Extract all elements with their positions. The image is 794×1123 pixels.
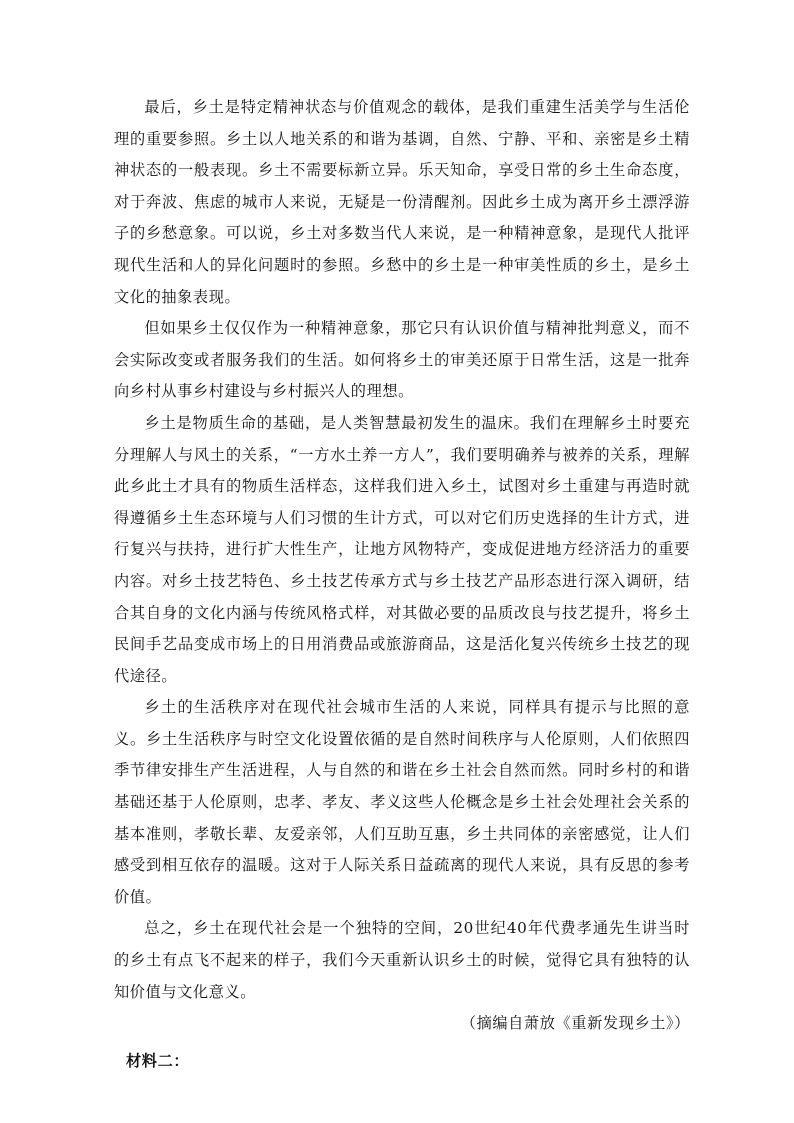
paragraph-3: 乡土是物质生命的基础，是人类智慧最初发生的温床。我们在理解乡土时要充分理解人与风土的关系，“一方水土养一方人”，我们要明确养与被养的关系，理解此乡此土才具有的物质生活样态，这样我们进入乡土，试图对乡土重建与再造时就得遵循乡土生态环境与人们习惯的生计方式，可以对它们历史选择的生计方式，进行复兴与扶持，进行扩大性生产，让地方风物特产，变成促进地方经济活力的重要内容。对乡土技艺特色、乡土技艺传承方式与乡土技艺产品形态进行深入调研，结合其自身的文化内涵与传统风格式样，对其做必要的品质改良与技艺提升，将乡土民间手艺品变成市场上的日用消费品或旅游商品，这是活化复兴传统乡土技艺的现代途径。: [114, 413, 690, 685]
section-label: 材料二：: [126, 1051, 190, 1070]
paragraph-5: 总之，乡土在现代社会是一个独特的空间，20世纪40年代费孝通先生讲当时的乡土有点飞不起来的样子，我们今天重新认识乡土的时候，觉得它具有独特的认知价值与文化意义。: [114, 919, 690, 1001]
source-citation: （摘编自萧放《重新发现乡土》）: [460, 1014, 690, 1033]
paragraph-4: 乡土的生活秩序对在现代社会城市生活的人来说，同样具有提示与比照的意义。乡土生活秩序与时空文化设置依循的是自然时间秩序与人伦原则，人们依照四季节律安排生产生活进程，人与自然的和谐在乡土社会自然而然。同时乡村的和谐基础还基于人伦原则，忠孝、孝友、孝义这些人伦概念是乡土社会处理社会关系的基本准则，孝敬长辈、友爱亲邻，人们互助互惠，乡土共同体的亲密感觉，让人们感受到相互依存的温暖。这对于人际关系日益疏离的现代人来说，具有反思的参考价值。: [114, 698, 690, 906]
paragraph-2: 但如果乡土仅仅作为一种精神意象，那它只有认识价值与精神批判意义，而不会实际改变或者服务我们的生活。如何将乡土的审美还原于日常生活，这是一批奔向乡村从事乡村建设与乡村振兴人的理想。: [114, 319, 690, 401]
paragraph-1: 最后，乡土是特定精神状态与价值观念的载体，是我们重建生活美学与生活伦理的重要参照。乡土以人地关系的和谐为基调，自然、宁静、平和、亲密是乡土精神状态的一般表现。乡土不需要标新立异。乐天知命，享受日常的乡土生命态度，对于奔波、焦虑的城市人来说，无疑是一份清醒剂。因此乡土成为离开乡土漂浮游子的乡愁意象。可以说，乡土对多数当代人来说，是一种精神意象，是现代人批评现代生活和人的异化问题时的参照。乡愁中的乡土是一种审美性质的乡土，是乡土文化的抽象表现。: [114, 98, 690, 306]
document-body: [114, 92, 690, 1077]
